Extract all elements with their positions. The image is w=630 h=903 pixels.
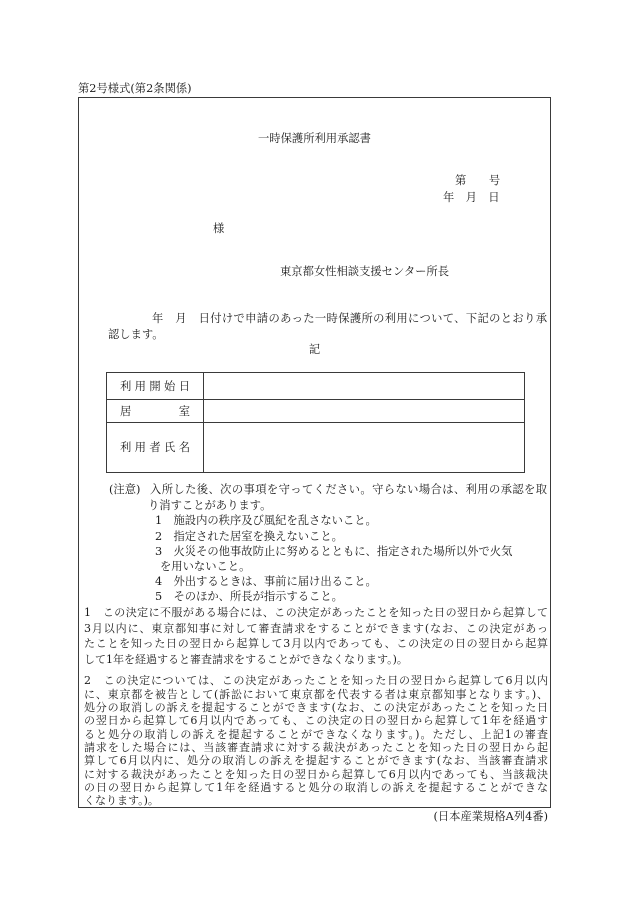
notes-item-1: 1 施設内の秩序及び風紀を乱さないこと。	[155, 514, 377, 527]
table-value-cell	[204, 400, 524, 422]
clause-line: 3月以内に、東京都知事に対して審査請求をすることができます(なお、この決定があっ	[84, 622, 548, 635]
document-number: 第 号	[455, 174, 501, 187]
notes-intro-line-1: 入所した後、次の事項を守ってください。守らない場合は、利用の承認を取	[150, 483, 547, 496]
clause-line: たことを知った日の翌日から起算して3月以内であっても、この決定の日の翌日から起算	[84, 637, 548, 650]
table-label: 利用開始日	[120, 379, 190, 393]
form-label: 第2号様式(第2条関係)	[78, 82, 192, 95]
issue-date: 年 月 日	[443, 191, 500, 204]
clause-line: ると処分の取消しの訴えを提起することができなくなります。)。ただし、上記1の審査	[84, 728, 548, 741]
issuer-name: 東京都女性相談支援センター所長	[280, 265, 450, 278]
table-value-cell	[204, 423, 524, 472]
table-label-cell	[107, 423, 204, 472]
table-label-cell	[107, 400, 204, 422]
ki-heading: 記	[308, 343, 321, 356]
footer-paper-standard: (日本産業規格A列4番)	[433, 810, 548, 823]
clause-line: 1 この決定に不服がある場合には、この決定があったことを知った日の翌日から起算して	[84, 606, 548, 619]
notes-item-4: 4 外出するときは、事前に届け出ること。	[155, 575, 377, 588]
clause-line: 処分の取消しの訴えを提起することができます(なお、この決定があったことを知った日	[84, 701, 548, 714]
clause-line: に、東京都を被告として(訴訟において東京都を代表する者は東京都知事となります。)、	[84, 688, 548, 701]
table-row-start-date	[107, 373, 524, 399]
notes-intro-line-2: り消すことがあります。	[148, 499, 272, 512]
notes-item-2: 2 指定された居室を換えないこと。	[155, 530, 343, 543]
clause-line: 算して6月以内に、処分の取消しの訴えを提起することができます(なお、当該審査請求	[84, 754, 548, 767]
table-label: 利用者氏名	[120, 441, 190, 454]
table-value-cell	[204, 373, 524, 399]
document-title: 一時保護所利用承認書	[258, 132, 371, 145]
notes-item-5: 5 そのほか、所長が指示すること。	[155, 590, 343, 603]
clause-line: の日の翌日から起算して1年を経過すると処分の取消しの訴えを提起することができな	[84, 781, 548, 794]
approval-text-line-1: 年 月 日付けで申請のあった一時保護所の利用について、下記のとおり承	[152, 312, 547, 325]
clause-line: くなります。)。	[84, 794, 159, 807]
clause-line: して1年を経過すると審査請求をすることができなくなります。)。	[84, 653, 408, 666]
notes-item-3-continued: を用いないこと。	[160, 560, 251, 573]
table-label: 居 室	[120, 404, 190, 418]
clause-line: に対する裁決があったことを知った日の翌日から起算して6月以内であっても、当該裁決	[84, 768, 548, 781]
clause-line: 請求をした場合には、当該審査請求に対する裁決があったことを知った日の翌日から起	[84, 741, 548, 754]
notes-item-3: 3 火災その他事故防止に努めるとともに、指定された場所以外で火気	[155, 545, 513, 558]
clause-line: の翌日から起算して6月以内であっても、この決定の日の翌日から起算して1年を経過す	[84, 714, 548, 727]
table-label-cell	[107, 373, 204, 399]
approval-text-line-2: 認します。	[108, 328, 164, 341]
table-row-user-name	[107, 422, 524, 472]
table-row-room	[107, 399, 524, 422]
usage-table	[106, 372, 525, 473]
notes-label: (注意)	[109, 483, 141, 496]
addressee-suffix: 様	[213, 222, 225, 235]
clause-line: 2 この決定については、この決定があったことを知った日の翌日から起算して6月以内	[84, 674, 548, 687]
